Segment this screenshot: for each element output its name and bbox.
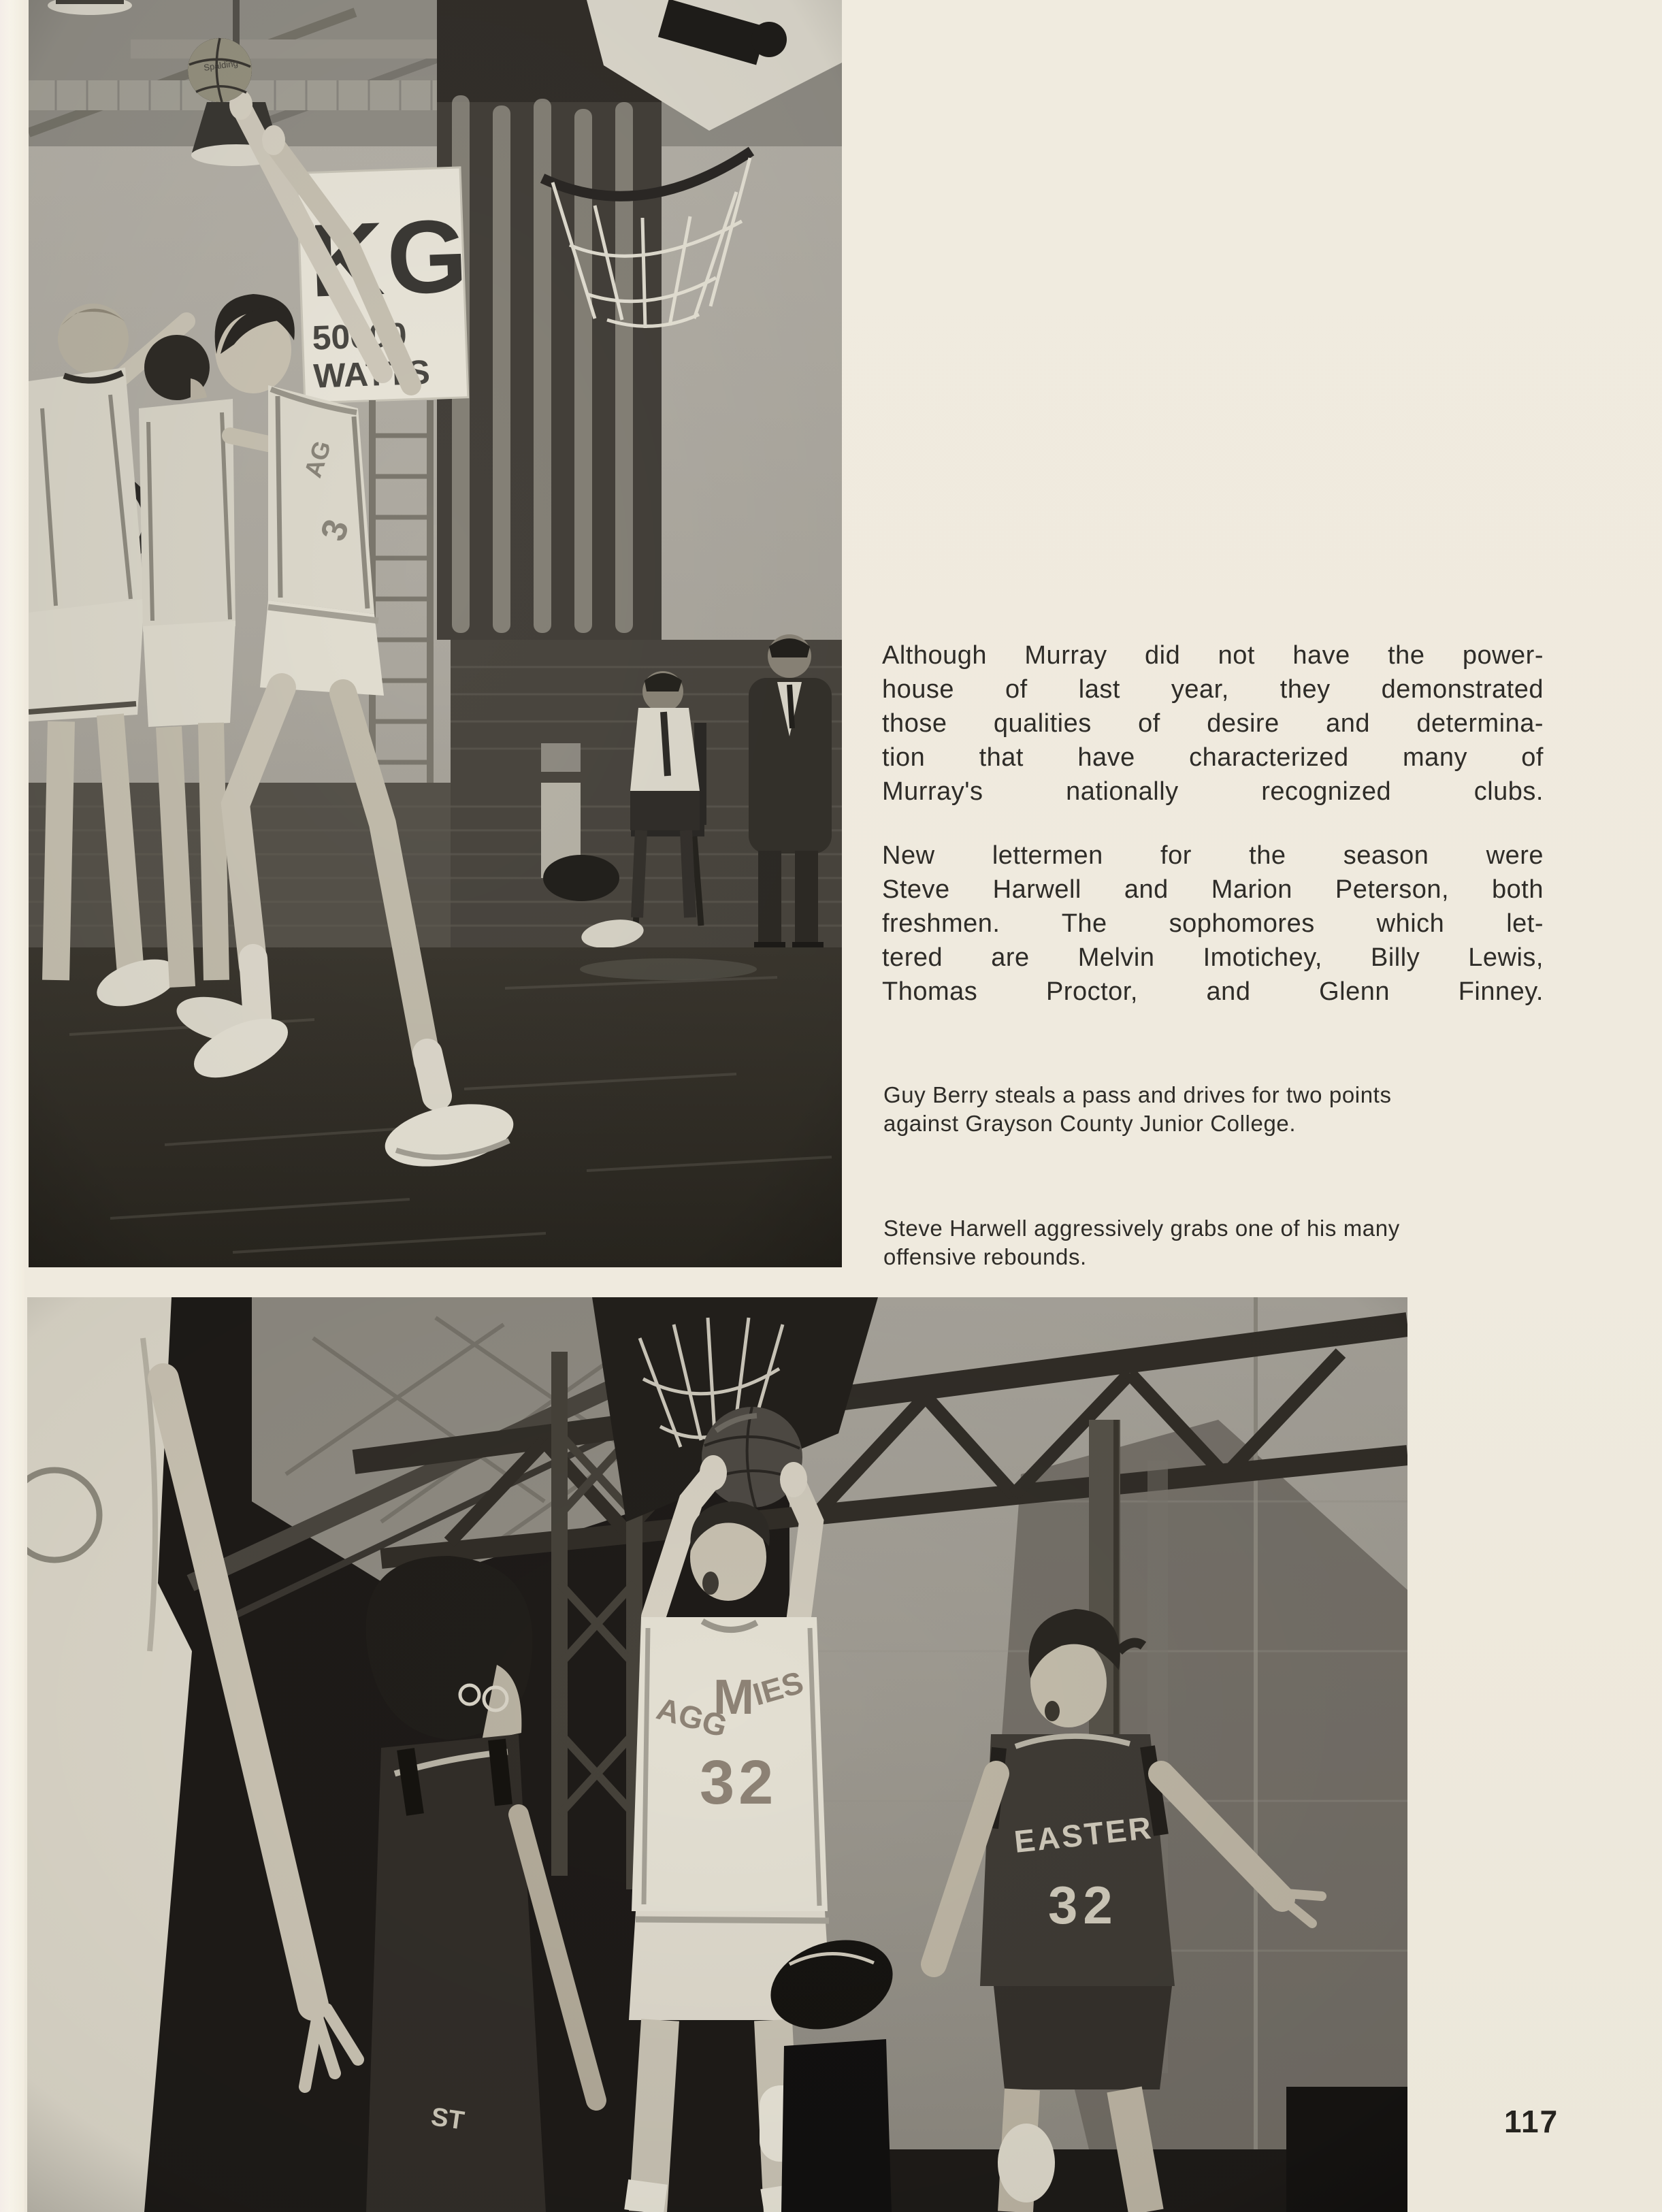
page-number: 117: [1504, 2104, 1559, 2139]
caption-steve-harwell: [883, 1214, 1571, 1271]
caption-guy-berry: [883, 1081, 1571, 1138]
photo-vignette: [27, 1297, 1407, 2212]
caption-line: offensive rebounds.: [883, 1244, 1087, 1269]
photo-vignette: [29, 0, 842, 1267]
photo-bottom-illustration: [27, 1297, 1407, 2212]
caption-line: against Grayson County Junior College.: [883, 1111, 1297, 1136]
body-line: Although Murray did not have the power-: [882, 641, 1544, 670]
body-line: tered are Melvin Imotichey, Billy Lewis,: [882, 943, 1544, 972]
body-line: Murray's nationally recognized clubs.: [882, 777, 1544, 806]
body-line: Thomas Proctor, and Glenn Finney.: [882, 977, 1544, 1006]
body-line: Steve Harwell and Marion Peterson, both: [882, 875, 1544, 904]
photo-guy-berry-layup: [29, 0, 842, 1267]
body-line: house of last year, they demonstrated: [882, 675, 1544, 704]
caption-line: Steve Harwell aggressively grabs one of his many: [883, 1216, 1400, 1241]
caption-line: Guy Berry steals a pass and drives for two points: [883, 1082, 1392, 1107]
body-line: New lettermen for the season were: [882, 841, 1544, 870]
body-line: tion that have characterized many of: [882, 743, 1544, 772]
scan-edge-strip: [0, 0, 25, 2212]
photo-top-illustration: [29, 0, 842, 1267]
body-line: freshmen. The sophomores which let-: [882, 909, 1544, 938]
photo-steve-harwell-rebound: [27, 1297, 1407, 2212]
paragraph-one: [882, 638, 1544, 809]
body-line: those qualities of desire and determina-: [882, 709, 1544, 738]
article-text: [882, 638, 1544, 1009]
paragraph-two: [882, 839, 1544, 1009]
